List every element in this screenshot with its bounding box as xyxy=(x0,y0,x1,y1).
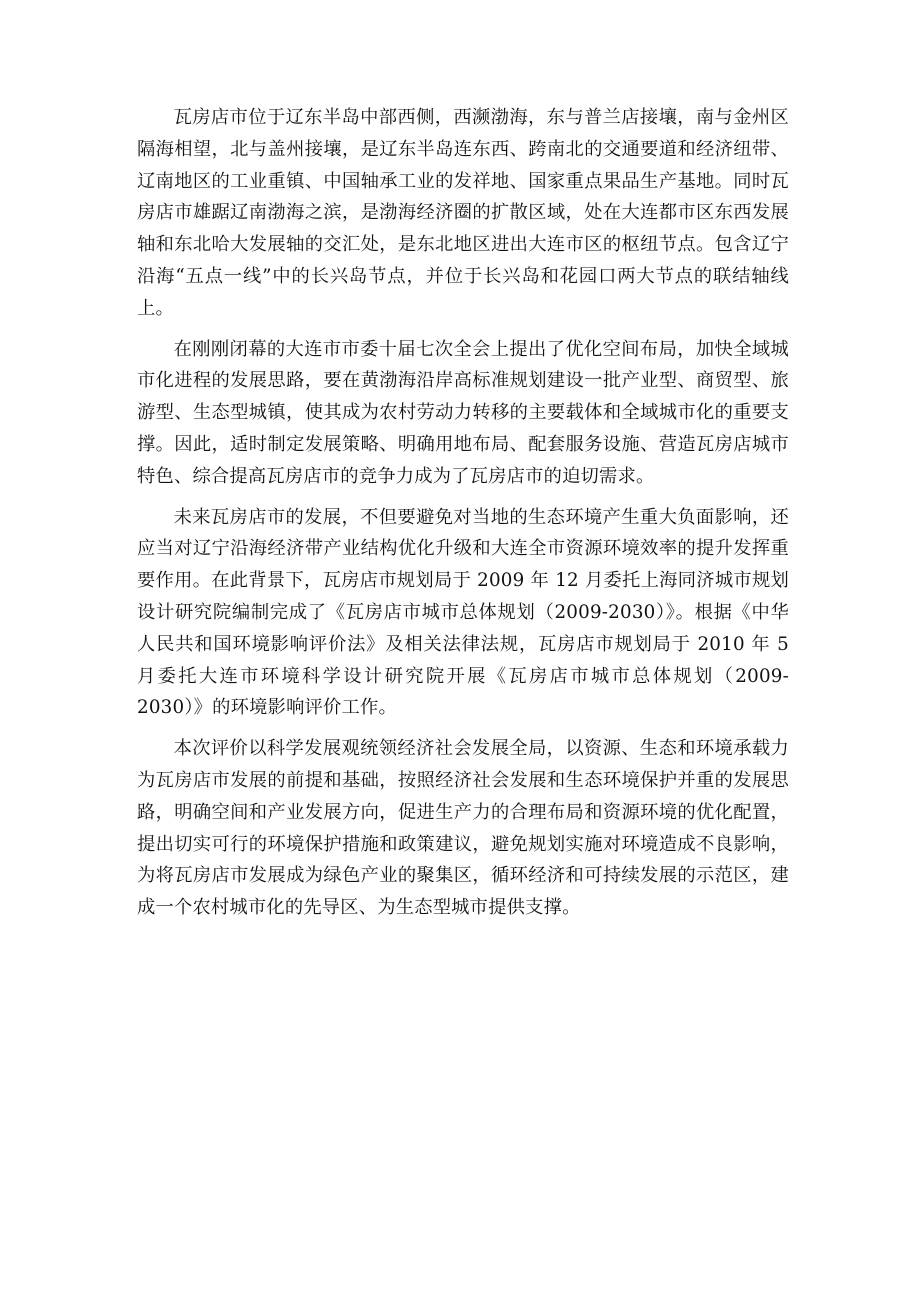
paragraph-assessment-goals: 本次评价以科学发展观统领经济社会发展全局，以资源、生态和环境承载力为瓦房店市发展的前提和基础，按照经济社会发展和生态环境保护并重的发展思路，明确空间和产业发展方向，促进生产力的合理布局和资源环境的优化配置，提出切实可行的环境保护措施和政策建议，避免规划实施对环境造成不良影响，为将瓦房店市发展成为绿色产业的聚集区，循环经济和可持续发展的示范区，建成一个农村城市化的先导区、为生态型城市提供支撑。 xyxy=(137,738,789,919)
paragraph-location: 瓦房店市位于辽东半岛中部西侧，西濒渤海，东与普兰店接壤，南与金州区隔海相望，北与盖州接壤，是辽东半岛连东西、跨南北的交通要道和经济纽带、辽南地区的工业重镇、中国轴承工业的发祥地、国家重点果品生产基地。同时瓦房店市雄踞辽南渤海之滨，是渤海经济圈的扩散区域，处在大连都市区东西发展轴和东北哈大发展轴的交汇处，是东北地区进出大连市区的枢纽节点。包含辽宁沿海“五点一线”中的长兴岛节点，并位于长兴岛和花园口两大节点的联结轴线上。 xyxy=(137,107,789,319)
document-body xyxy=(137,102,789,933)
paragraph-assessment-commission: 未来瓦房店市的发展，不但要避免对当地的生态环境产生重大负面影响，还应当对辽宁沿海经济带产业结构优化升级和大连全市资源环境效率的提升发挥重要作用。在此背景下，瓦房店市规划局于 2009 年 12 月委托上海同济城市规划设计研究院编制完成了《瓦房店市城市总体规划（2009-2030）》。根据《中华人民共和国环境影响评价法》及相关法律法规，瓦房店市规划局于 2010 年 5 月委托大连市环境科学设计研究院开展《瓦房店市城市总体规划（2009-2030）》的环境影响评价工作。 xyxy=(137,506,789,719)
paragraph-planning-background: 在刚刚闭幕的大连市市委十届七次全会上提出了优化空间布局，加快全域城市化进程的发展思路，要在黄渤海沿岸高标准规划建设一批产业型、商贸型、旅游型、生态型城镇，使其成为农村劳动力转移的主要载体和全域城市化的重要支撑。因此，适时制定发展策略、明确用地布局、配套服务设施、营造瓦房店城市特色、综合提高瓦房店市的竞争力成为了瓦房店市的迫切需求。 xyxy=(137,338,789,487)
